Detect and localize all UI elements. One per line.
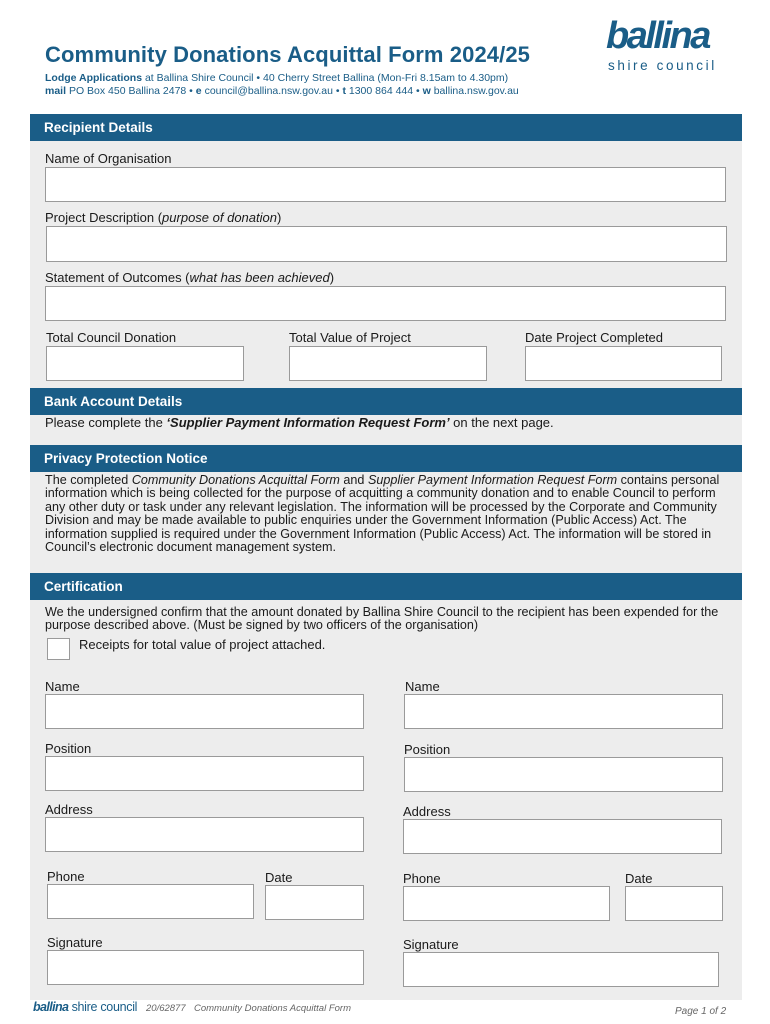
left-date-label: Date xyxy=(265,870,293,885)
privacy-p1: The completed xyxy=(45,473,132,487)
outcomes-label-close: ) xyxy=(329,270,335,285)
certification-heading: Certification xyxy=(30,573,742,600)
web-text: ballina.nsw.gov.au xyxy=(433,85,519,97)
project-value-label: Total Value of Project xyxy=(289,330,411,345)
right-name-field[interactable] xyxy=(404,694,723,729)
left-phone-field[interactable] xyxy=(47,884,254,919)
org-name-label: Name of Organisation xyxy=(45,151,172,166)
project-description-label xyxy=(45,210,281,225)
right-date-field[interactable] xyxy=(625,886,723,921)
council-donation-label: Total Council Donation xyxy=(46,330,177,345)
privacy-form-name-1: Community Donations Acquittal Form xyxy=(131,473,340,487)
right-date-label: Date xyxy=(625,871,653,886)
lodge-info xyxy=(45,72,508,84)
outcomes-field[interactable] xyxy=(45,286,726,321)
email-label: e xyxy=(195,85,202,97)
left-position-field[interactable] xyxy=(45,756,364,791)
web-label: w xyxy=(422,85,431,97)
outcomes-hint: what has been achieved xyxy=(189,270,330,285)
receipts-checkbox[interactable] xyxy=(47,638,70,660)
receipts-label: Receipts for total value of project attached. xyxy=(79,637,326,652)
right-address-field[interactable] xyxy=(403,819,722,854)
footer-reference: 20/62877 xyxy=(146,1003,186,1014)
org-name-field[interactable] xyxy=(45,167,726,202)
project-label-close: ) xyxy=(276,210,282,225)
page-title: Community Donations Acquittal Form 2024/25 xyxy=(45,42,531,67)
left-signature-field[interactable] xyxy=(47,950,364,985)
bank-text-post: on the next page. xyxy=(449,415,554,430)
outcomes-label-text: Statement of Outcomes ( xyxy=(45,270,190,285)
right-address-label: Address xyxy=(403,804,451,819)
lodge-text: at Ballina Shire Council • 40 Cherry Street Ballina (Mon-Fri 8.15am to 4.30pm) xyxy=(144,72,509,84)
mail-text: PO Box 450 Ballina 2478 • xyxy=(68,85,193,97)
privacy-text xyxy=(45,474,735,554)
footer-logo-rest: shire council xyxy=(68,1000,138,1014)
date-completed-label: Date Project Completed xyxy=(525,330,664,345)
bank-details-heading: Bank Account Details xyxy=(30,388,742,415)
email-text: council@ballina.nsw.gov.au • xyxy=(204,85,340,97)
bank-text-pre: Please complete the xyxy=(45,415,167,430)
footer-logo xyxy=(33,1000,137,1014)
left-address-field[interactable] xyxy=(45,817,364,852)
privacy-form-name-2: Supplier Payment Information Request Form xyxy=(367,473,618,487)
project-label-text: Project Description ( xyxy=(45,210,163,225)
left-address-label: Address xyxy=(45,802,93,817)
right-name-label: Name xyxy=(405,679,440,694)
recipient-details-heading: Recipient Details xyxy=(30,114,742,141)
right-position-label: Position xyxy=(404,742,451,757)
ballina-logo xyxy=(606,16,730,76)
right-position-field[interactable] xyxy=(404,757,723,792)
mail-label: mail xyxy=(45,85,67,97)
right-signature-label: Signature xyxy=(403,937,459,952)
logo-word: ballina xyxy=(606,15,709,57)
certification-text: We the undersigned confirm that the amount donated by Ballina Shire Council to the recipient has been expended for the purpose described above. (Must be signed by two officers of the organisation) xyxy=(45,605,719,633)
privacy-rest: contains personal information which is being collected for the purpose of acquitting a community donation and to enable Council to perform any other duty or task under any relevant legislation. The information will be processed by the Corporate and Community Division and may be made available to public enquiries under the Government Information (Public Access) Act. The information supplied is required under the Government Information (Public Access) Act. The information will be stored in Council’s electronic document management system. xyxy=(45,473,720,555)
right-phone-field[interactable] xyxy=(403,886,610,921)
privacy-heading: Privacy Protection Notice xyxy=(30,445,742,472)
project-description-field[interactable] xyxy=(46,226,727,262)
right-signature-field[interactable] xyxy=(403,952,719,987)
left-date-field[interactable] xyxy=(265,885,364,920)
phone-label: t xyxy=(342,85,346,97)
outcomes-label xyxy=(45,270,334,285)
lodge-label: Lodge Applications xyxy=(45,72,143,84)
left-name-label: Name xyxy=(45,679,80,694)
project-hint: purpose of donation xyxy=(162,210,277,225)
footer-page-number: Page 1 of 2 xyxy=(675,1006,727,1017)
left-name-field[interactable] xyxy=(45,694,364,729)
logo-sub: shire council xyxy=(608,58,717,73)
bank-form-name: ‘Supplier Payment Information Request Form’ xyxy=(166,415,450,430)
contact-info xyxy=(45,85,519,97)
date-completed-field[interactable] xyxy=(525,346,722,381)
bank-instructions xyxy=(45,416,735,429)
project-value-field[interactable] xyxy=(289,346,487,381)
left-phone-label: Phone xyxy=(47,869,85,884)
right-phone-label: Phone xyxy=(403,871,441,886)
left-signature-label: Signature xyxy=(47,935,103,950)
council-donation-field[interactable] xyxy=(46,346,244,381)
footer-logo-bold: ballina xyxy=(33,1000,69,1014)
privacy-and: and xyxy=(339,473,368,487)
phone-text: 1300 864 444 • xyxy=(348,85,420,97)
left-position-label: Position xyxy=(45,741,92,756)
footer-form-name: Community Donations Acquittal Form xyxy=(194,1003,351,1014)
